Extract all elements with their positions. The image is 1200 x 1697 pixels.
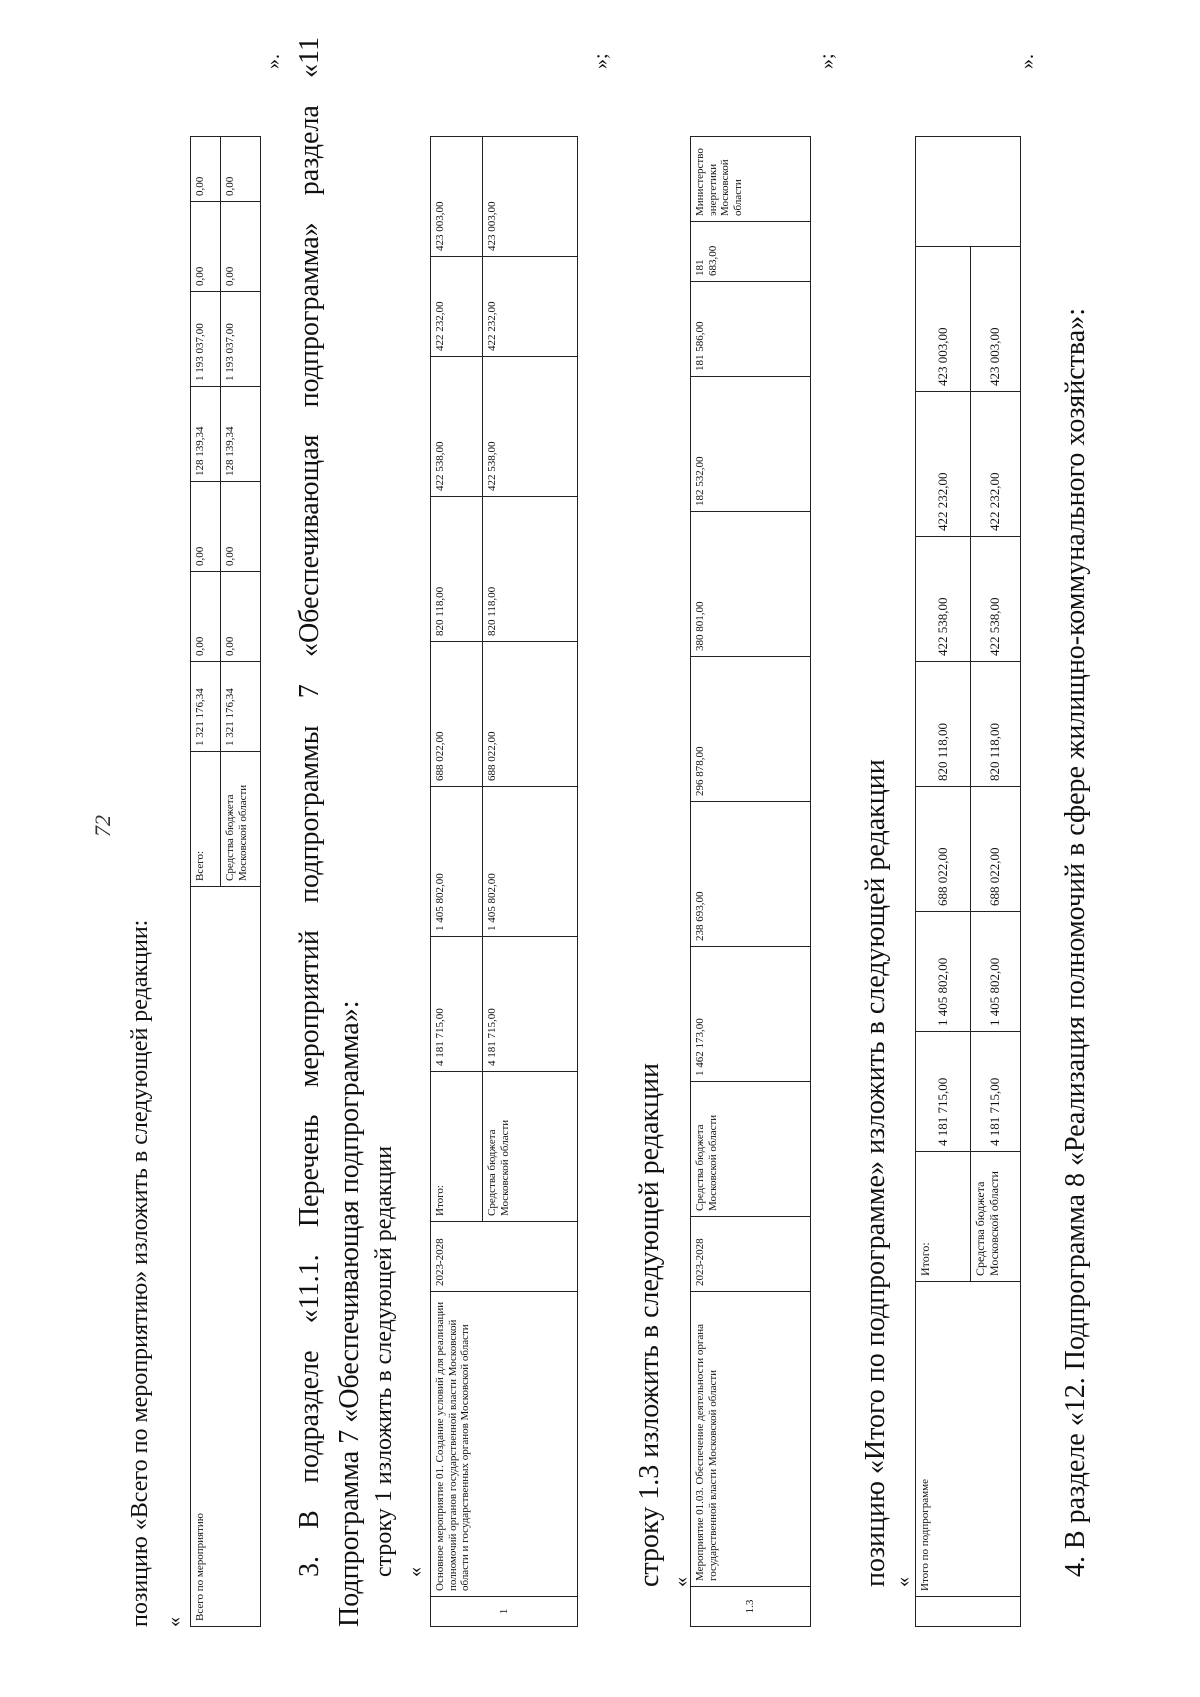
table2-cell: 423 003,00 xyxy=(431,137,483,257)
table1-cell: 1 193 037,00 xyxy=(191,292,221,387)
table4-cell: 1 405 802,00 xyxy=(971,912,1021,1032)
table1-source: Средства бюджета Московской области xyxy=(221,752,261,887)
table3-cell: 181 586,00 xyxy=(691,282,811,377)
table4-row-total xyxy=(916,137,971,1627)
table1-row-total xyxy=(191,137,221,1627)
table2-cell: 1 405 802,00 xyxy=(431,787,483,937)
word: «11 xyxy=(294,37,325,78)
table2-cell: 688 022,00 xyxy=(431,642,483,787)
table2-cell: 422 232,00 xyxy=(483,257,578,357)
table-row-1 xyxy=(430,136,578,1627)
table4-cell: 4 181 715,00 xyxy=(916,1032,971,1152)
word: В xyxy=(294,1510,325,1529)
table4-cell: 820 118,00 xyxy=(971,662,1021,787)
table3-cell: 296 878,00 xyxy=(691,657,811,802)
table3-row xyxy=(691,137,811,1627)
table1-cell: 128 139,34 xyxy=(191,387,221,482)
table3-source: Средства бюджета Московской области xyxy=(691,1082,811,1217)
table3-executor: Министерство энергетики Московской области xyxy=(691,137,811,222)
table1-cell: 0,00 xyxy=(191,482,221,572)
table3-period: 2023-2028 xyxy=(691,1217,811,1292)
table4-cell: 422 538,00 xyxy=(916,537,971,662)
word: «Обеспечивающая xyxy=(294,434,325,658)
table4-cell: 820 118,00 xyxy=(916,662,971,787)
table2-num: 1 xyxy=(431,1597,578,1627)
table4-cell: 4 181 715,00 xyxy=(971,1032,1021,1152)
table4-label: Итого по подпрограмме xyxy=(916,1282,1021,1597)
paragraph-3-line-1 xyxy=(296,37,324,1577)
table2-cell: 422 232,00 xyxy=(431,257,483,357)
word: Перечень xyxy=(294,1114,325,1228)
table2-cell: 820 118,00 xyxy=(431,497,483,642)
paragraph-total-by-subprogram: позицию «Итого по подпрограмме» изложить в следующей редакции xyxy=(860,759,891,1587)
table1-cell: 0,00 xyxy=(221,572,261,662)
table1-cell: 0,00 xyxy=(191,202,221,292)
table2-cell: 423 003,00 xyxy=(483,137,578,257)
page-number: 72 xyxy=(90,815,115,837)
table1-cell: 0,00 xyxy=(221,137,261,202)
table2-cell: 820 118,00 xyxy=(483,497,578,642)
table2-source: Итого: xyxy=(431,1072,483,1222)
open-quote-4: « xyxy=(892,1577,914,1587)
word: раздела xyxy=(294,105,325,196)
table3-cell: 181 683,00 xyxy=(691,222,811,282)
table1-cell: 128 139,34 xyxy=(221,387,261,482)
table2-cell: 4 181 715,00 xyxy=(483,937,578,1072)
word: подпрограмма» xyxy=(294,222,325,408)
paragraph-row-1: строку 1 изложить в следующей редакции xyxy=(371,1145,397,1577)
table1-cell: 1 321 176,34 xyxy=(221,662,261,752)
table1-cell: 0,00 xyxy=(221,482,261,572)
word: мероприятий xyxy=(294,930,325,1088)
table2-cell: 4 181 715,00 xyxy=(431,937,483,1072)
table4-cell: 423 003,00 xyxy=(916,247,971,392)
word: подразделе xyxy=(294,1350,325,1483)
table3-cell: 182 532,00 xyxy=(691,377,811,512)
table4-blank xyxy=(916,1597,1021,1627)
word: «11.1. xyxy=(294,1254,325,1324)
table4-cell: 422 232,00 xyxy=(971,392,1021,537)
table4-cell: 422 232,00 xyxy=(916,392,971,537)
close-quote-1: ». xyxy=(262,54,284,69)
table3-cell: 238 693,00 xyxy=(691,802,811,947)
close-quote-2: »; xyxy=(590,53,612,69)
paragraph-total-by-measure: позицию «Всего по мероприятию» изложить в следующей редакции: xyxy=(127,919,153,1627)
table4-cell: 423 003,00 xyxy=(971,247,1021,392)
table4-cell: 688 022,00 xyxy=(971,787,1021,912)
table1-cell: 0,00 xyxy=(221,202,261,292)
close-quote-4: ». xyxy=(1016,54,1038,69)
open-quote-3: « xyxy=(670,1577,692,1587)
table4-cell: 1 405 802,00 xyxy=(916,912,971,1032)
table2-name: Основное мероприятие 01. Создание условий для реализации полномочий органов государственной власти Московской области и государственных органов Московской области xyxy=(431,1292,578,1597)
table3-cell: 380 801,00 xyxy=(691,512,811,657)
table4-cell: 688 022,00 xyxy=(916,787,971,912)
table1-cell: 0,00 xyxy=(191,572,221,662)
table-total-by-measure xyxy=(190,136,261,1627)
paragraph-row-1-3: строку 1.3 изложить в следующей редакции xyxy=(634,1063,665,1587)
table2-cell: 1 405 802,00 xyxy=(483,787,578,937)
close-quote-3: »; xyxy=(816,53,838,69)
table4-cell: 422 538,00 xyxy=(971,537,1021,662)
table1-source: Всего: xyxy=(191,752,221,887)
table4-blank-end xyxy=(916,137,1021,247)
open-quote-2: « xyxy=(404,1567,426,1577)
table3-num: 1.3 xyxy=(691,1587,811,1627)
paragraph-3-line-2: Подпрограмма 7 «Обеспечивающая подпрограмма»: xyxy=(334,1000,365,1627)
table2-source: Средства бюджета Московской области xyxy=(483,1072,578,1222)
table3-cell: 1 462 173,00 xyxy=(691,947,811,1082)
word: 7 xyxy=(294,684,325,699)
table2-cell: 688 022,00 xyxy=(483,642,578,787)
table1-cell: 0,00 xyxy=(191,137,221,202)
table2-period: 2023-2028 xyxy=(431,1222,578,1292)
table2-row-total xyxy=(431,137,483,1627)
table-row-1-3 xyxy=(690,136,811,1627)
table4-source: Средства бюджета Московской области xyxy=(971,1152,1021,1282)
table2-cell: 422 538,00 xyxy=(431,357,483,497)
table4-source: Итого: xyxy=(916,1152,971,1282)
open-quote-1: « xyxy=(163,1617,185,1627)
table1-cell: 1 193 037,00 xyxy=(221,292,261,387)
word: подпрограммы xyxy=(294,725,325,903)
word: 3. xyxy=(294,1556,325,1577)
table1-cell: 1 321 176,34 xyxy=(191,662,221,752)
paragraph-section-12: 4. В разделе «12. Подпрограмма 8 «Реализация полномочий в сфере жилищно-коммунального хозяйства»: xyxy=(1060,308,1091,1577)
table3-name: Мероприятие 01.03. Обеспечение деятельности органа государственной власти Московской области xyxy=(691,1292,811,1587)
table2-cell: 422 538,00 xyxy=(483,357,578,497)
table-total-by-subprogram xyxy=(915,136,1021,1627)
table1-label: Всего по мероприятию xyxy=(191,887,261,1627)
